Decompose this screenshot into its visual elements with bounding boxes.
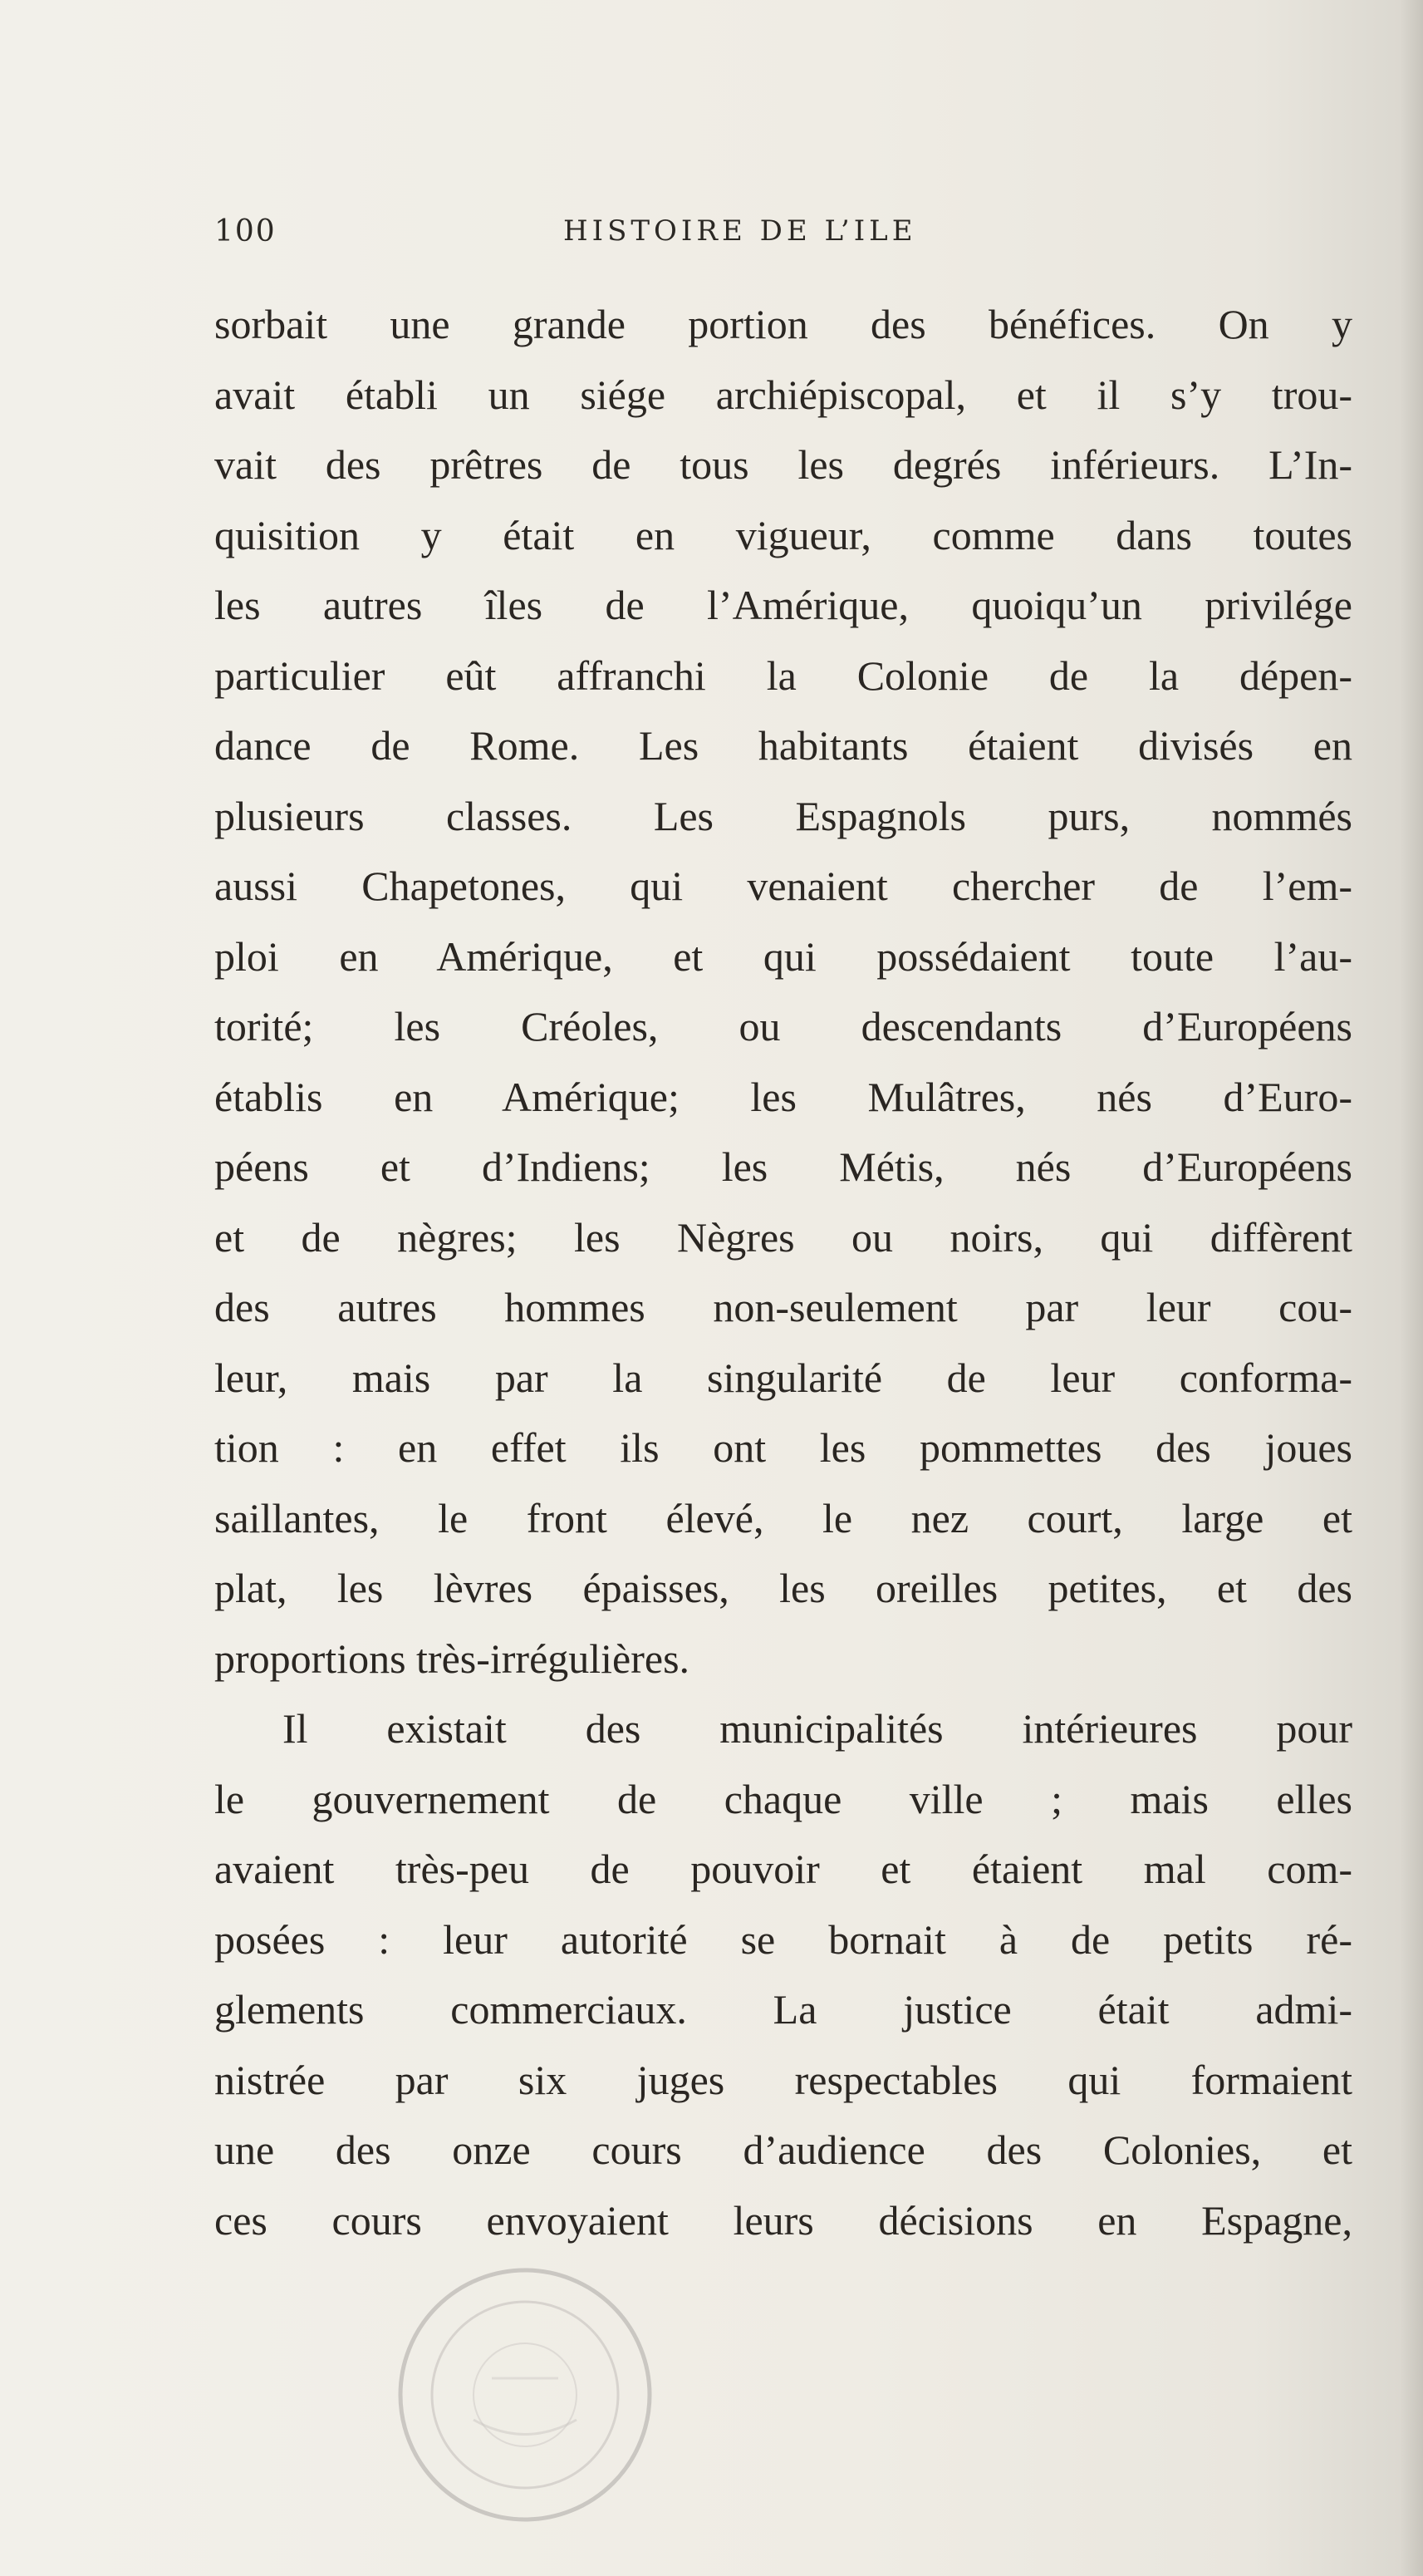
text-line: sorbait une grande portion des bénéfices. On y — [214, 301, 1352, 347]
text-line: aussi Chapetones, qui venaient chercher de l’em- — [214, 863, 1352, 909]
page-edge-shadow — [1400, 0, 1423, 2576]
text-line: glements commerciaux. La justice était admi- — [214, 1986, 1352, 2033]
running-head: HISTOIRE DE L’ILE — [563, 214, 917, 248]
text-line: le gouvernement de chaque ville ; mais elles — [214, 1775, 1352, 1822]
text-line: une des onze cours d’audience des Colonies, et — [214, 2126, 1352, 2173]
text-line: nistrée par six juges respectables qui formaient — [214, 2056, 1352, 2103]
page-header — [214, 214, 1352, 264]
text-line: dance de Rome. Les habitants étaient divisés en — [214, 722, 1352, 769]
text-line: leur, mais par la singularité de leur conforma- — [214, 1354, 1352, 1401]
text-line: quisition y était en vigueur, comme dans toutes — [214, 511, 1352, 558]
text-line: avait établi un siége archiépiscopal, et il s’y trou- — [214, 371, 1352, 418]
text-line: avaient très-peu de pouvoir et étaient mal com- — [214, 1846, 1352, 1892]
text-line: péens et d’Indiens; les Métis, nés d’Européens — [214, 1143, 1352, 1190]
text-line: torité; les Créoles, ou descendants d’Européens — [214, 1003, 1352, 1050]
body-text — [214, 289, 1352, 2255]
text-line: tion : en effet ils ont les pommettes des joues — [214, 1424, 1352, 1471]
text-line: particulier eût affranchi la Colonie de la dépen- — [214, 651, 1352, 699]
text-line: et de nègres; les Nègres ou noirs, qui diffèrent — [214, 1213, 1352, 1261]
text-line: les autres îles de l’Amérique, quoiqu’un privilége — [214, 582, 1352, 628]
page-number: 100 — [214, 214, 277, 248]
library-stamp-icon — [384, 2254, 666, 2536]
text-line-paragraph-start: Il existait des municipalités intérieures pour — [282, 1705, 1352, 1752]
text-line: vait des prêtres de tous les degrés inférieurs. L’In- — [214, 441, 1352, 488]
text-line: saillantes, le front élevé, le nez court, large et — [214, 1494, 1352, 1541]
text-line-paragraph-end: proportions très-irrégulières. — [214, 1635, 690, 1682]
text-line: des autres hommes non-seulement par leur cou- — [214, 1284, 1352, 1330]
text-line: posées : leur autorité se bornait à de petits ré- — [214, 1915, 1352, 1963]
text-line: plat, les lèvres épaisses, les oreilles petites, et des — [214, 1565, 1352, 1611]
text-line: ces cours envoyaient leurs décisions en Espagne, — [214, 2196, 1352, 2244]
text-line: plusieurs classes. Les Espagnols purs, nommés — [214, 792, 1352, 839]
text-line: établis en Amérique; les Mulâtres, nés d’Euro- — [214, 1073, 1352, 1120]
text-line: ploi en Amérique, et qui possédaient toute l’au- — [214, 932, 1352, 980]
